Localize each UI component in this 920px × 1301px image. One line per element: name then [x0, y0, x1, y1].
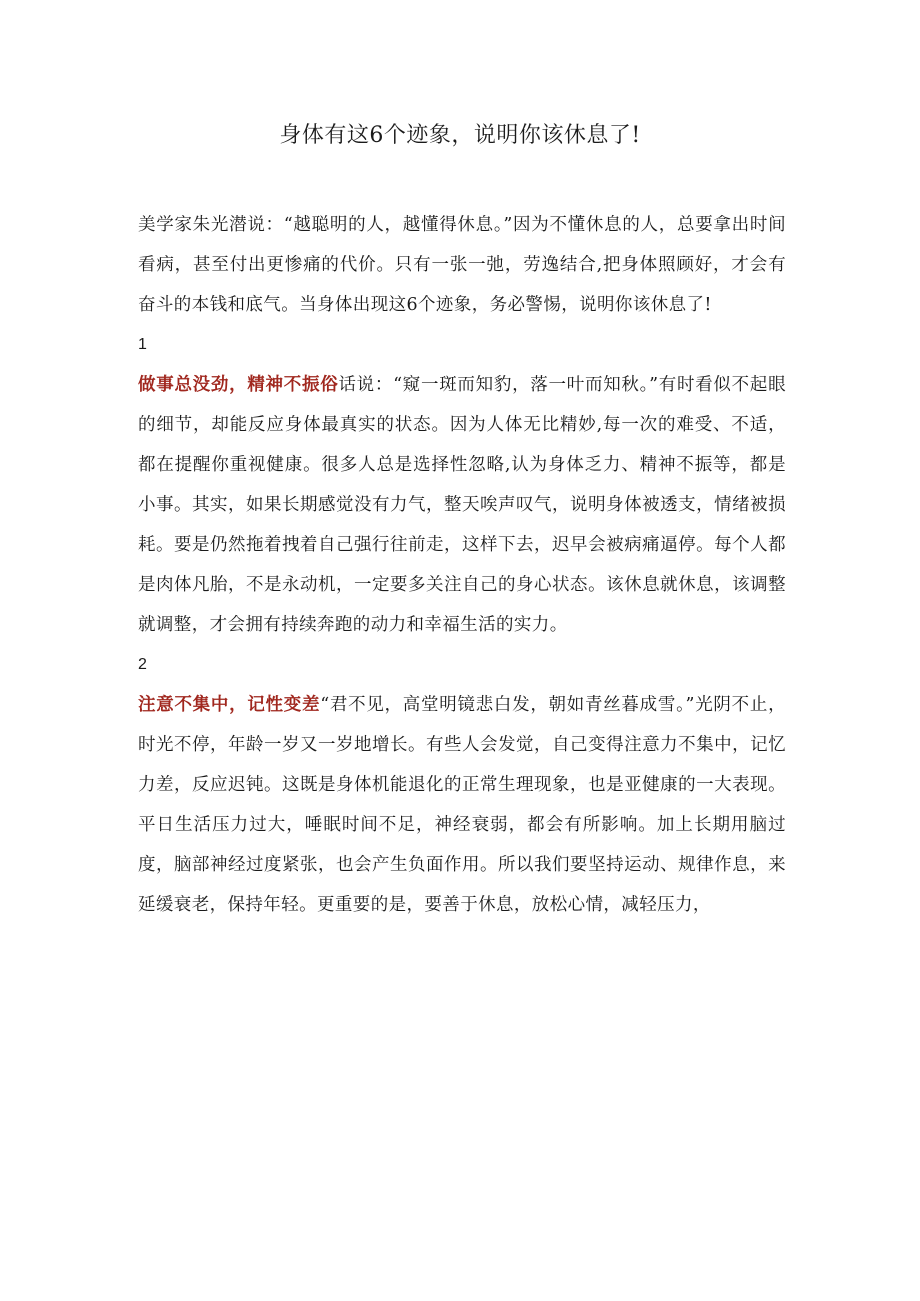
section-text-1: 话说：“窥一斑而知豹，落一叶而知秋。”有时看似不起眼的细节，却能反应身体最真实的状态。因为人体无比精妙,每一次的难受、不适，都在提醒你重视健康。很多人总是选择性忽略,认为身体乏力、精神不振等，都是小事。其实，如果长期感觉没有力气，整天唉声叹气，说明身体被透支，情绪被损耗。要是仍然拖着拽着自己强行往前走，这样下去，迟早会被病痛逼停。每个人都是肉体凡胎，不是永动机，一定要多关注自己的身心状态。该休息就休息，该调整就调整，才会拥有持续奔跑的动力和幸福生活的实力。 [138, 375, 786, 635]
document-title: 身体有这6个迹象，说明你该休息了! [279, 123, 641, 148]
intro-paragraph: 美学家朱光潜说：“越聪明的人，越懂得休息。”因为不懂休息的人，总要拿出时间看病，甚至付出更惨痛的代价。只有一张一弛，劳逸结合,把身体照顾好，才会有奋斗的本钱和底气。当身体出现这6个迹象，务必警惕，说明你该休息了! [138, 215, 786, 315]
section-paragraph-2 [138, 685, 786, 925]
section-heading-1: 做事总没劲，精神不振俗 [138, 375, 339, 395]
section-text-2: “君不见，高堂明镜悲白发，朝如青丝暮成雪。”光阴不止，时光不停，年龄一岁又一岁地增长。有些人会发觉，自己变得注意力不集中，记忆力差，反应迟钝。这既是身体机能退化的正常生理现象，也是亚健康的一大表现。平日生活压力过大，唾眠时间不足，神经衰弱，都会有所影响。加上长期用脑过度，脑部神经过度紧张，也会产生负面作用。所以我们要坚持运动、规律作息，来延缓衰老，保持年轻。更重要的是，要善于休息，放松心情，减轻压力， [138, 695, 786, 915]
document-body [138, 205, 786, 925]
section-number-1: 1 [138, 336, 148, 353]
section-paragraph-1 [138, 365, 786, 645]
section-heading-2: 注意不集中，记性变差 [138, 695, 321, 715]
section-number-2: 2 [138, 656, 148, 673]
